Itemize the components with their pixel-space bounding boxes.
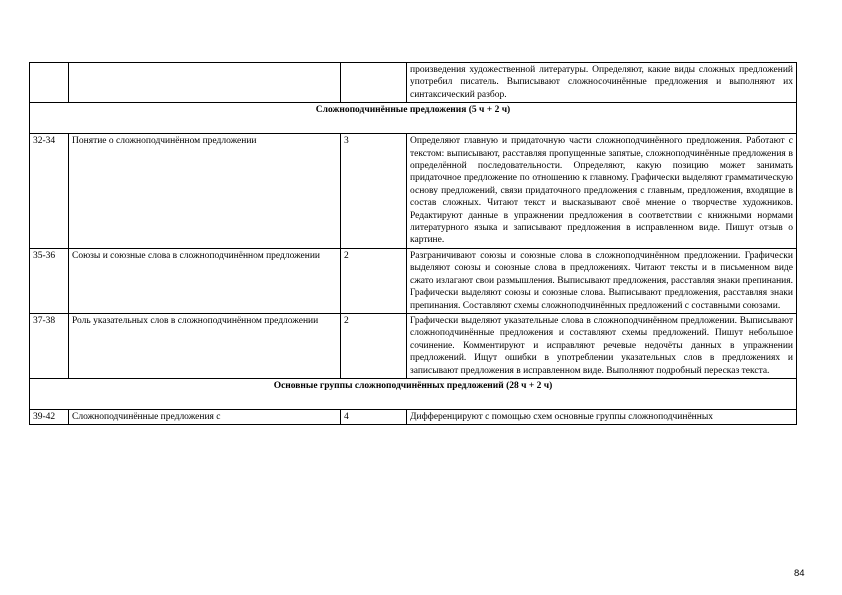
lesson-activity: Разграничивают союзы и союзные слова в сложноподчинённом предложении. Графически выделяют союзы и союзные слова в предложениях. Читают тексты и в письменном виде сжато излагают свои размышления. Выписывают предложения, расставляя знаки препинания. Графически выделяют союзы и союзные слова. Выписывают предложения, расставляя знаки препинания. Составляют схемы сложноподчинённых предложений с составными союзами. bbox=[407, 248, 797, 313]
section-header: Сложноподчинённые предложения (5 ч + 2 ч) bbox=[30, 103, 797, 134]
lesson-hours: 2 bbox=[341, 313, 407, 378]
lesson-topic: Роль указательных слов в сложноподчинённом предложении bbox=[69, 313, 341, 378]
lesson-number: 32-34 bbox=[30, 134, 69, 249]
lesson-activity: Графически выделяют указательные слова в сложноподчинённом предложении. Выписывают сложноподчинённые предложения и составляют схемы предложений. Пишут небольшое сочинение. Комментируют и исправляют речевые недочёты данных в упражнении предложений. Ищут ошибки в употреблении указательных слов в предложениях и записывают предложения в исправленном виде. Выполняют подробный пересказ текста. bbox=[407, 313, 797, 378]
curriculum-table bbox=[29, 62, 797, 425]
lesson-activity: Определяют главную и придаточную части сложноподчинённого предложения. Работают с текстом: выписывают, расставляя пропущенные запятые, сложноподчинённые предложения в определённой последовательности. Определяют, какую позицию может занимать придаточное предложение по отношению к главному. Графически выделяют грамматическую основу предложений, связи придаточного предложения с главным, предложения, входящие в состав сложных. Читают текст и высказывают своё мнение о творчестве художников. Редактируют данные в упражнении предложения в соответствии с книжными нормами литературного языка и записывают предложения в исправленном виде. Пишут отзыв о картине. bbox=[407, 134, 797, 249]
lesson-number: 39-42 bbox=[30, 409, 69, 424]
page-number: 84 bbox=[794, 568, 805, 579]
lesson-topic: Понятие о сложноподчинённом предложении bbox=[69, 134, 341, 249]
lesson-topic bbox=[69, 63, 341, 103]
lesson-hours: 4 bbox=[341, 409, 407, 424]
table-row bbox=[30, 409, 797, 424]
lesson-activity: Дифференцируют с помощью схем основные группы сложноподчинённых bbox=[407, 409, 797, 424]
lesson-topic: Союзы и союзные слова в сложноподчинённом предложении bbox=[69, 248, 341, 313]
section-header-row bbox=[30, 103, 797, 134]
lesson-hours: 3 bbox=[341, 134, 407, 249]
lesson-number: 37-38 bbox=[30, 313, 69, 378]
section-header: Основные группы сложноподчинённых предложений (28 ч + 2 ч) bbox=[30, 378, 797, 409]
lesson-topic: Сложноподчинённые предложения с bbox=[69, 409, 341, 424]
section-header-row bbox=[30, 378, 797, 409]
lesson-hours: 2 bbox=[341, 248, 407, 313]
table-row bbox=[30, 313, 797, 378]
table-row bbox=[30, 63, 797, 103]
table-row bbox=[30, 248, 797, 313]
lesson-number bbox=[30, 63, 69, 103]
lesson-number: 35-36 bbox=[30, 248, 69, 313]
lesson-activity: произведения художественной литературы. Определяют, какие виды сложных предложений употребил писатель. Выписывают сложносочинённые предложения и выполняют их синтаксический разбор. bbox=[407, 63, 797, 103]
lesson-hours bbox=[341, 63, 407, 103]
table-row bbox=[30, 134, 797, 249]
